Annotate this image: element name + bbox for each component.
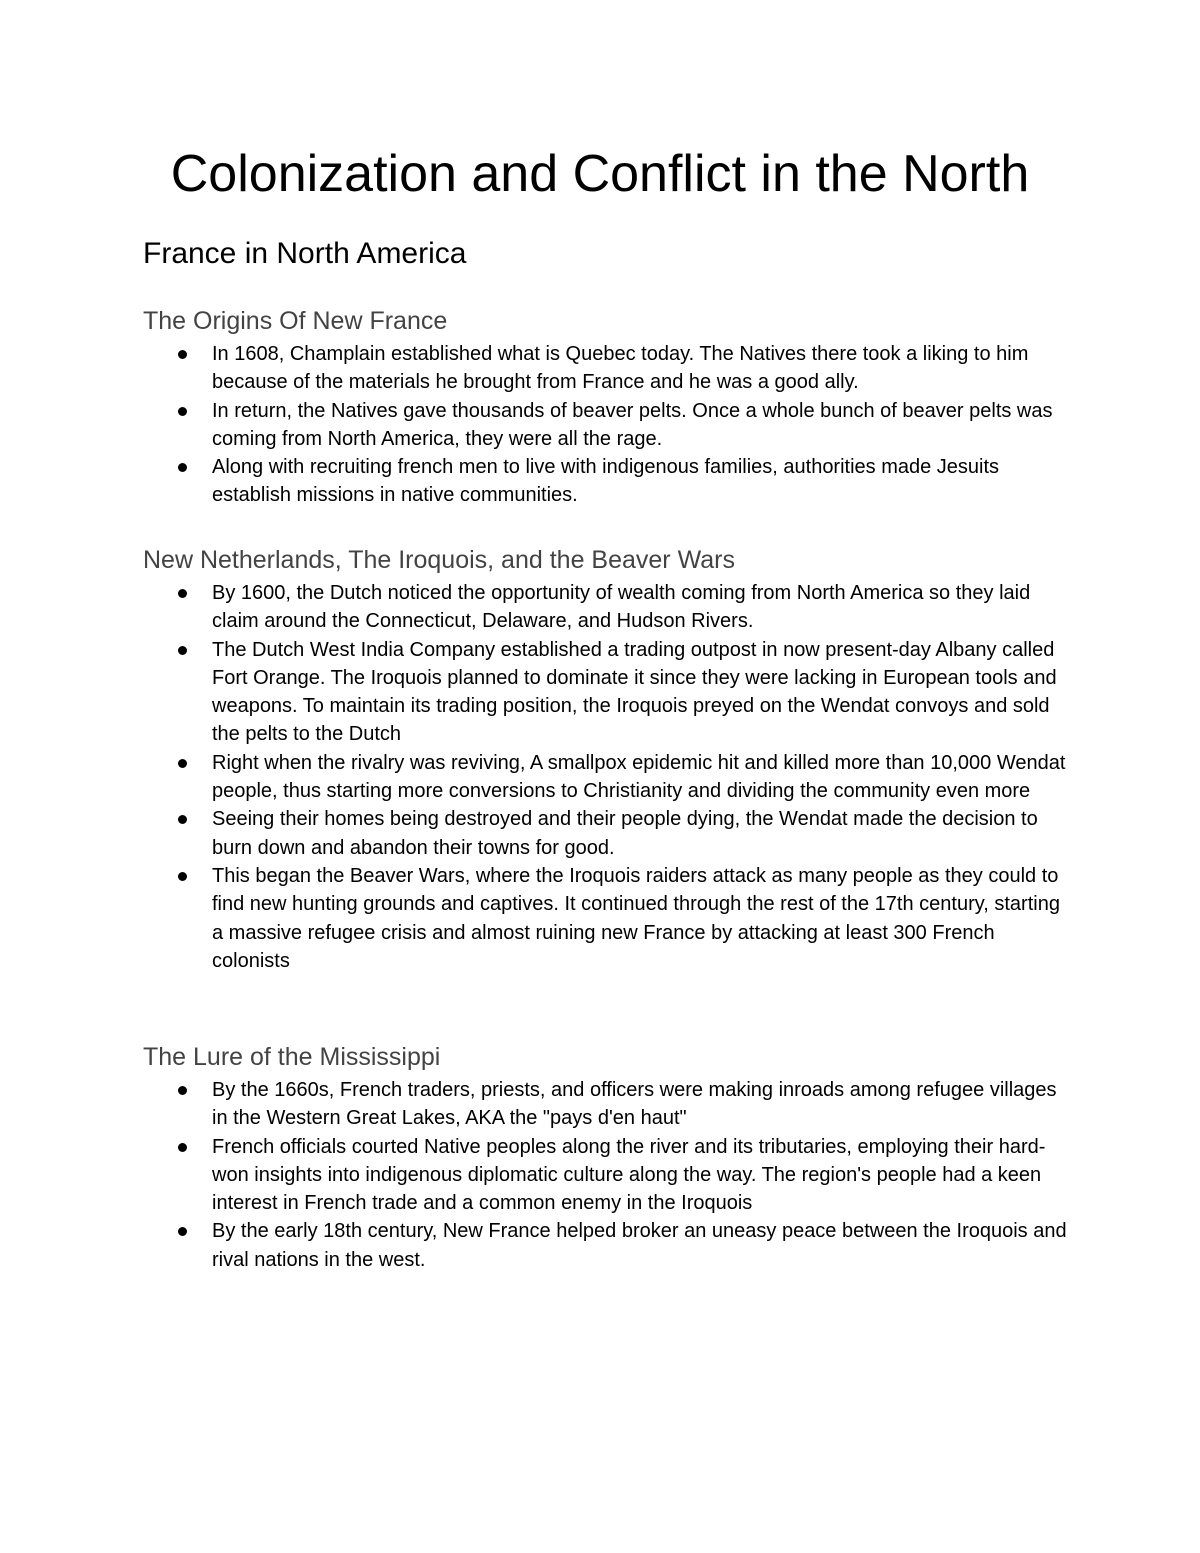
list-item: [143, 340, 1073, 397]
list-item: [143, 453, 1073, 510]
list-item-text: By the early 18th century, New France helped broker an uneasy peace between the Iroquois and rival nations in the west.: [212, 1220, 1067, 1271]
list-item-text: Seeing their homes being destroyed and their people dying, the Wendat made the decision to burn down and abandon their towns for good.: [212, 808, 1038, 859]
list-item: [143, 1133, 1073, 1218]
list-item-text: The Dutch West India Company established a trading outpost in now present-day Albany called Fort Orange. The Iroquois planned to dominate it since they were lacking in European tools and weapons. To maintain its trading position, the Iroquois preyed on the Wendat convoys and sold the pelts to the Dutch: [212, 638, 1057, 746]
bullet-icon: [178, 463, 187, 472]
list-item-text: This began the Beaver Wars, where the Iroquois raiders attack as many people as they could to find new hunting grounds and captives. It continued through the rest of the 17th century, starting a massive refugee crisis and almost ruining new France by attacking at least 300 French colonists: [212, 864, 1060, 972]
list-item: [143, 749, 1073, 806]
heading-france-in-north-america: France in North America: [143, 237, 467, 270]
bullet-icon: [178, 872, 187, 881]
list-item: [143, 579, 1073, 636]
section-heading: New Netherlands, The Iroquois, and the Beaver Wars: [143, 546, 735, 574]
section-origins-of-new-france: [143, 304, 1073, 510]
section-heading: The Origins Of New France: [143, 307, 448, 335]
bullet-icon: [178, 1227, 187, 1236]
bullet-icon: [178, 589, 187, 598]
bullet-list: [143, 340, 1073, 510]
section-heading: The Lure of the Mississippi: [143, 1043, 441, 1071]
section-new-netherlands: [143, 543, 1073, 975]
bullet-icon: [178, 1143, 187, 1152]
section-lure-of-the-mississippi: [143, 1040, 1073, 1274]
list-item-text: By the 1660s, French traders, priests, and officers were making inroads among refugee villages in the Western Great Lakes, AKA the "pays d'en haut": [212, 1079, 1057, 1130]
bullet-list: [143, 1076, 1073, 1274]
list-item-text: In return, the Natives gave thousands of beaver pelts. Once a whole bunch of beaver pelts was coming from North America, they were all the rage.: [212, 399, 1053, 450]
list-item-text: Right when the rivalry was reviving, A smallpox epidemic hit and killed more than 10,000 Wendat people, thus starting more conversions to Christianity and dividing the community even more: [212, 751, 1066, 803]
bullet-icon: [178, 350, 187, 359]
list-item-text: By 1600, the Dutch noticed the opportunity of wealth coming from North America so they laid claim around the Connecticut, Delaware, and Hudson Rivers.: [212, 582, 1031, 633]
document-title: Colonization and Conflict in the North: [170, 145, 1030, 203]
list-item: [143, 397, 1073, 454]
bullet-icon: [178, 407, 187, 416]
list-item: [143, 1217, 1073, 1274]
bullet-icon: [178, 759, 187, 768]
list-item-text: In 1608, Champlain established what is Quebec today. The Natives there took a liking to him because of the materials he brought from France and he was a good ally.: [212, 343, 1029, 394]
list-item: [143, 862, 1073, 975]
bullet-list: [143, 579, 1073, 975]
list-item-text: Along with recruiting french men to live with indigenous families, authorities made Jesuits establish missions in native communities.: [212, 456, 1000, 507]
bullet-icon: [178, 646, 187, 655]
list-item: [143, 805, 1073, 862]
list-item-text: French officials courted Native peoples along the river and its tributaries, employing their hard-won insights into indigenous diplomatic culture along the way. The region's people had a keen interest in French trade and a common enemy in the Iroquois: [212, 1135, 1046, 1215]
bullet-icon: [178, 1086, 187, 1095]
list-item: [143, 636, 1073, 749]
list-item: [143, 1076, 1073, 1133]
bullet-icon: [178, 815, 187, 824]
